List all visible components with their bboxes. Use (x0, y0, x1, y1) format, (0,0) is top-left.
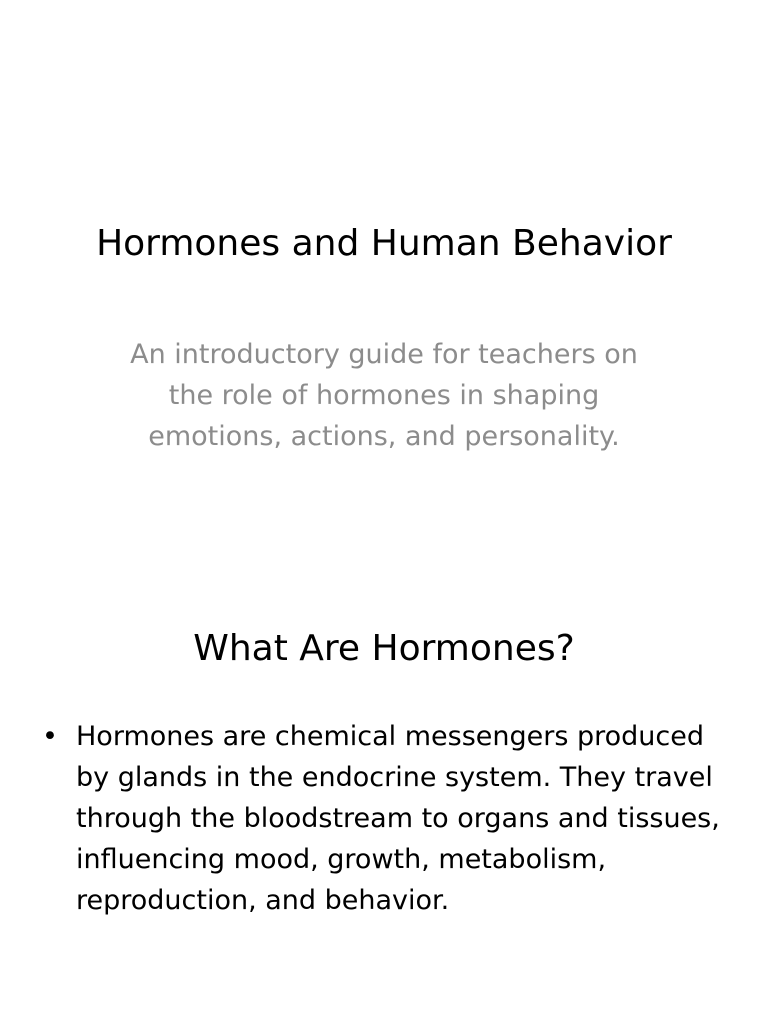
bullet-list (40, 716, 730, 921)
bullet-dot-icon: • (42, 721, 58, 752)
presentation-subtitle: An introductory guide for teachers on the role of hormones in shaping emotions, actions, and personality. (130, 339, 638, 452)
content-slide (0, 512, 768, 1024)
slide-title: What Are Hormones? (193, 628, 575, 669)
bullet-item (40, 716, 730, 921)
presentation-title: Hormones and Human Behavior (96, 223, 672, 264)
bullet-text: Hormones are chemical messengers produced by glands in the endocrine system. They travel through the bloodstream to organs and tissues, influencing mood, growth, metabolism, reproduction, and behavior. (76, 721, 720, 916)
